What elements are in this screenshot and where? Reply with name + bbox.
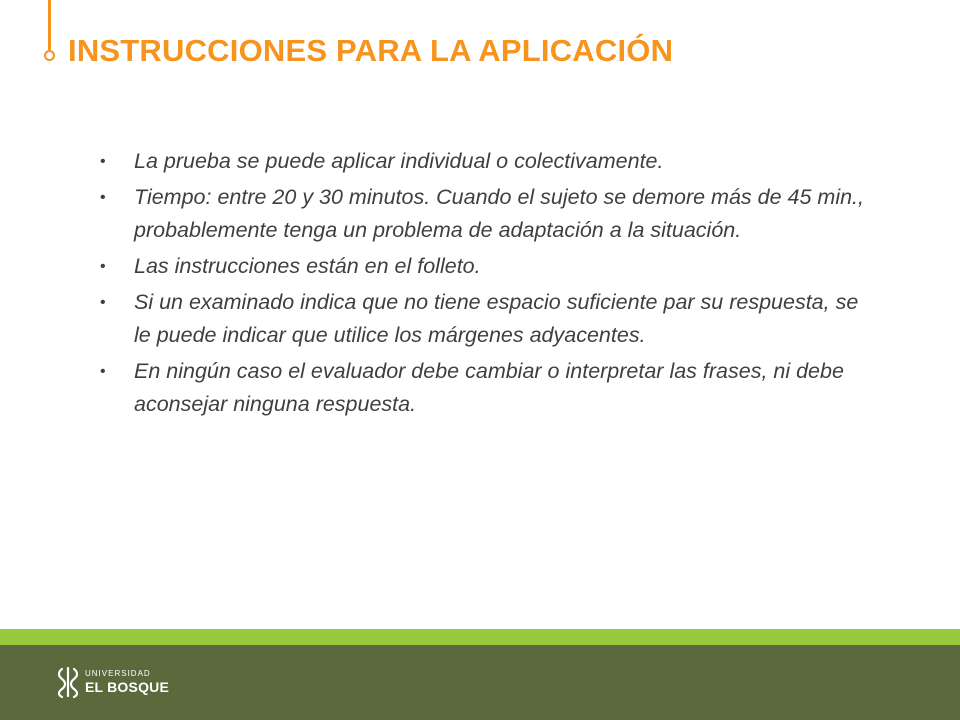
list-item-text: Tiempo: entre 20 y 30 minutos. Cuando el sujeto se demore más de 45 min., probablemente tenga un problema de adaptación a la situación. [134, 185, 865, 242]
bullet-icon: • [100, 189, 106, 206]
bullet-icon: • [100, 363, 106, 380]
footer-green-stripe [0, 629, 960, 645]
bullet-icon: • [100, 258, 106, 275]
logo-line-el-bosque: EL BOSQUE [85, 679, 170, 695]
list-item [98, 355, 868, 421]
logo-line-universidad: UNIVERSIDAD [85, 669, 151, 678]
list-item [98, 145, 868, 178]
bullet-icon: • [100, 294, 106, 311]
list-item-text: La prueba se puede aplicar individual o colectivamente. [134, 149, 664, 173]
logo-wordmark [85, 670, 169, 694]
university-logo [56, 666, 169, 698]
list-item [98, 286, 868, 352]
bullet-icon: • [100, 153, 106, 170]
instructions-list [98, 145, 868, 424]
list-item [98, 250, 868, 283]
el-bosque-emblem-icon [56, 666, 80, 698]
title-accent-line [48, 0, 51, 50]
slide-title: INSTRUCCIONES PARA LA APLICACIÓN [68, 33, 674, 68]
list-item [98, 181, 868, 247]
list-item-text: En ningún caso el evaluador debe cambiar o interpretar las frases, ni debe aconsejar ninguna respuesta. [134, 359, 844, 416]
list-item-text: Si un examinado indica que no tiene espacio suficiente par su respuesta, se le puede indicar que utilice los márgenes adyacentes. [134, 290, 859, 347]
list-item-text: Las instrucciones están en el folleto. [134, 254, 481, 278]
title-accent-dot-icon [44, 50, 55, 61]
